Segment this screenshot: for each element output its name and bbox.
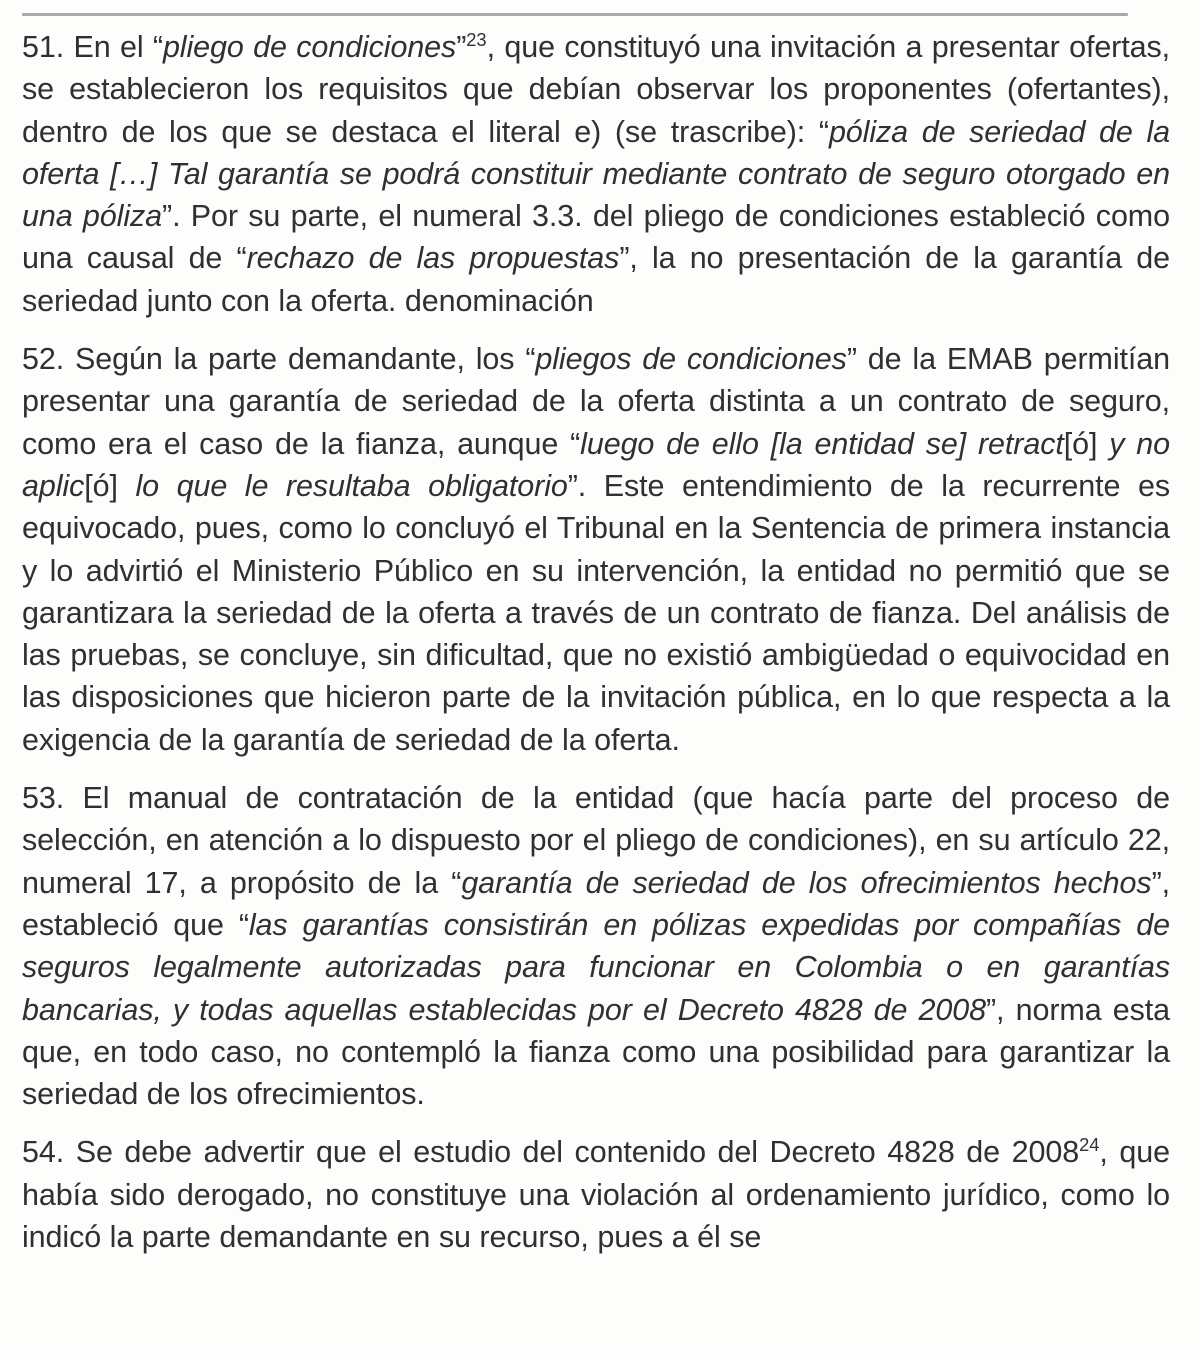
body-run: ”. Este entendimiento de la recurrente es equivocado, pues, como lo concluyó el Tribunal en la Sentencia de primera instancia y lo advirtió el Ministerio Público en su intervención, la entidad no permitió que se garantizara la seriedad de la oferta a través de un contrato de fianza. Del análisis de las pruebas, se concluye, sin dificultad, que no existió ambigüedad o equivocidad en las disposiciones que hicieron parte de la invitación pública, en lo que respecta a la exigencia de la garantía de seriedad de la oferta. [22, 468, 1170, 757]
document-body [22, 26, 1170, 1258]
body-run: 52. Según la parte demandante, los “ [22, 342, 536, 377]
body-run: 53. El manual de contratación de la entidad (que hacía parte del proceso de selección, en atención a lo dispuesto por el pliego de condiciones), en su artículo 22, numeral 17, a propósito de la “ [22, 781, 1170, 900]
body-run: , que había sido derogado, no constituye una violación al ordenamiento jurídico, como lo indicó la parte demandante en su recurso, pues a él se [22, 1135, 1170, 1255]
body-run: ”, estableció que “ [22, 865, 1170, 942]
body-run: 51. En el “ [22, 30, 163, 64]
body-run: 54. Se debe advertir que el estudio del contenido del Decreto 4828 de 2008 [22, 1135, 1080, 1170]
footnote-marker: 23 [466, 28, 487, 50]
emphasis-quote: lo que le resultaba obligatorio [117, 468, 568, 503]
body-run: ”, norma esta que, en todo caso, no contempló la fianza como una posibilidad para garantizar la seriedad de los ofrecimientos. [22, 992, 1170, 1112]
body-run: , que constituyó una invitación a presentar ofertas, se establecieron los requisitos que debían observar los proponentes (ofertantes), dentro de los que se destaca el literal e) (se trascribe): “ [22, 30, 1170, 149]
emphasis-quote: luego de ello [la entidad se] retract [580, 426, 1064, 461]
emphasis-quote: póliza de seriedad de la oferta […] Tal garantía se podrá constituir mediante contrato de seguro otorgado en una póliza [22, 114, 1170, 234]
emphasis-quote: las garantías consistirán en pólizas expedidas por compañías de seguros legalmente autorizadas para funcionar en Colombia o en garantías bancarias, y todas aquellas establecidas por el Decreto 4828 de 2008 [22, 907, 1170, 1027]
paragraph-51 [22, 26, 1170, 322]
emphasis-quote: rechazo de las propuestas [246, 241, 620, 276]
body-run: ”, la no presentación de la garantía de seriedad junto con la oferta. denominación [22, 241, 1171, 318]
body-run: ” [456, 30, 467, 64]
paragraph-54 [22, 1131, 1170, 1258]
paragraph-53 [22, 777, 1170, 1115]
editorial-bracket: [ó] [1063, 426, 1098, 461]
footnote-marker: 24 [1079, 1134, 1100, 1156]
body-run: ” de la EMAB permitían presentar una garantía de seriedad de la oferta distinta a un contrato de seguro, como era el caso de la fianza, aunque “ [22, 342, 1170, 461]
emphasis-quote: y no aplic [22, 426, 1170, 503]
emphasis-quote: pliego de condiciones [162, 30, 457, 64]
emphasis-quote: garantía de seriedad de los ofrecimientos hechos [461, 865, 1152, 900]
paragraph-52 [22, 338, 1170, 761]
editorial-bracket: [ó] [84, 468, 118, 503]
header-divider-rule [22, 13, 1128, 16]
body-run: ”. Por su parte, el numeral 3.3. del pliego de condiciones estableció como una causal de “ [22, 199, 1170, 276]
emphasis-quote: pliegos de condiciones [535, 342, 847, 377]
